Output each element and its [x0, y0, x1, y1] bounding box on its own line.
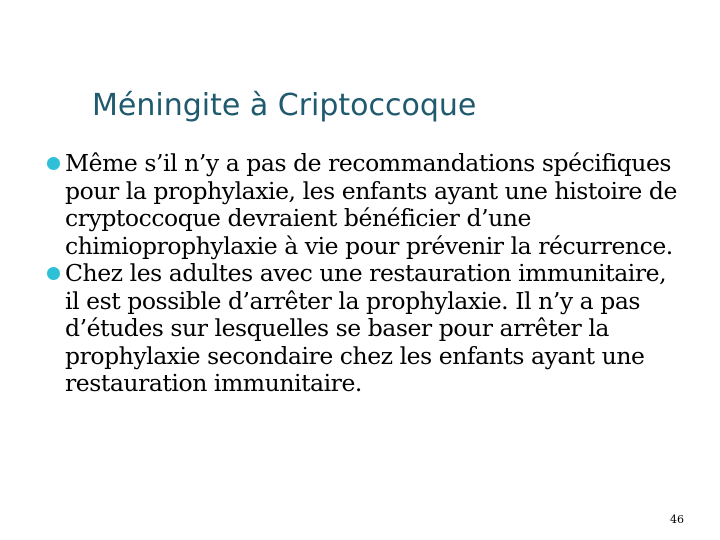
- bullet-text: Même s’il n’y a pas de recommandations spécifiques pour la prophylaxie, les enfants ayant une histoire de cryptoccoque devraient bénéficier d’une chimioprophylaxie à vie pour prévenir la récurrence.: [65, 149, 677, 260]
- bullet-item: [44, 260, 684, 398]
- bullet-text: Chez les adultes avec une restauration immunitaire, il est possible d’arrêter la prophylaxie. Il n’y a pas d’études sur lesquelles se baser pour arrêter la prophylaxie secondaire chez les enfants ayant une restauration immunitaire.: [65, 259, 667, 397]
- slide-title: Méningite à Criptoccoque: [92, 88, 477, 123]
- page-number: 46: [670, 513, 684, 526]
- bullet-dot-icon: [47, 267, 60, 280]
- bullet-dot-icon: [47, 157, 60, 170]
- bullet-item: [44, 150, 684, 260]
- bullet-list: [44, 150, 684, 398]
